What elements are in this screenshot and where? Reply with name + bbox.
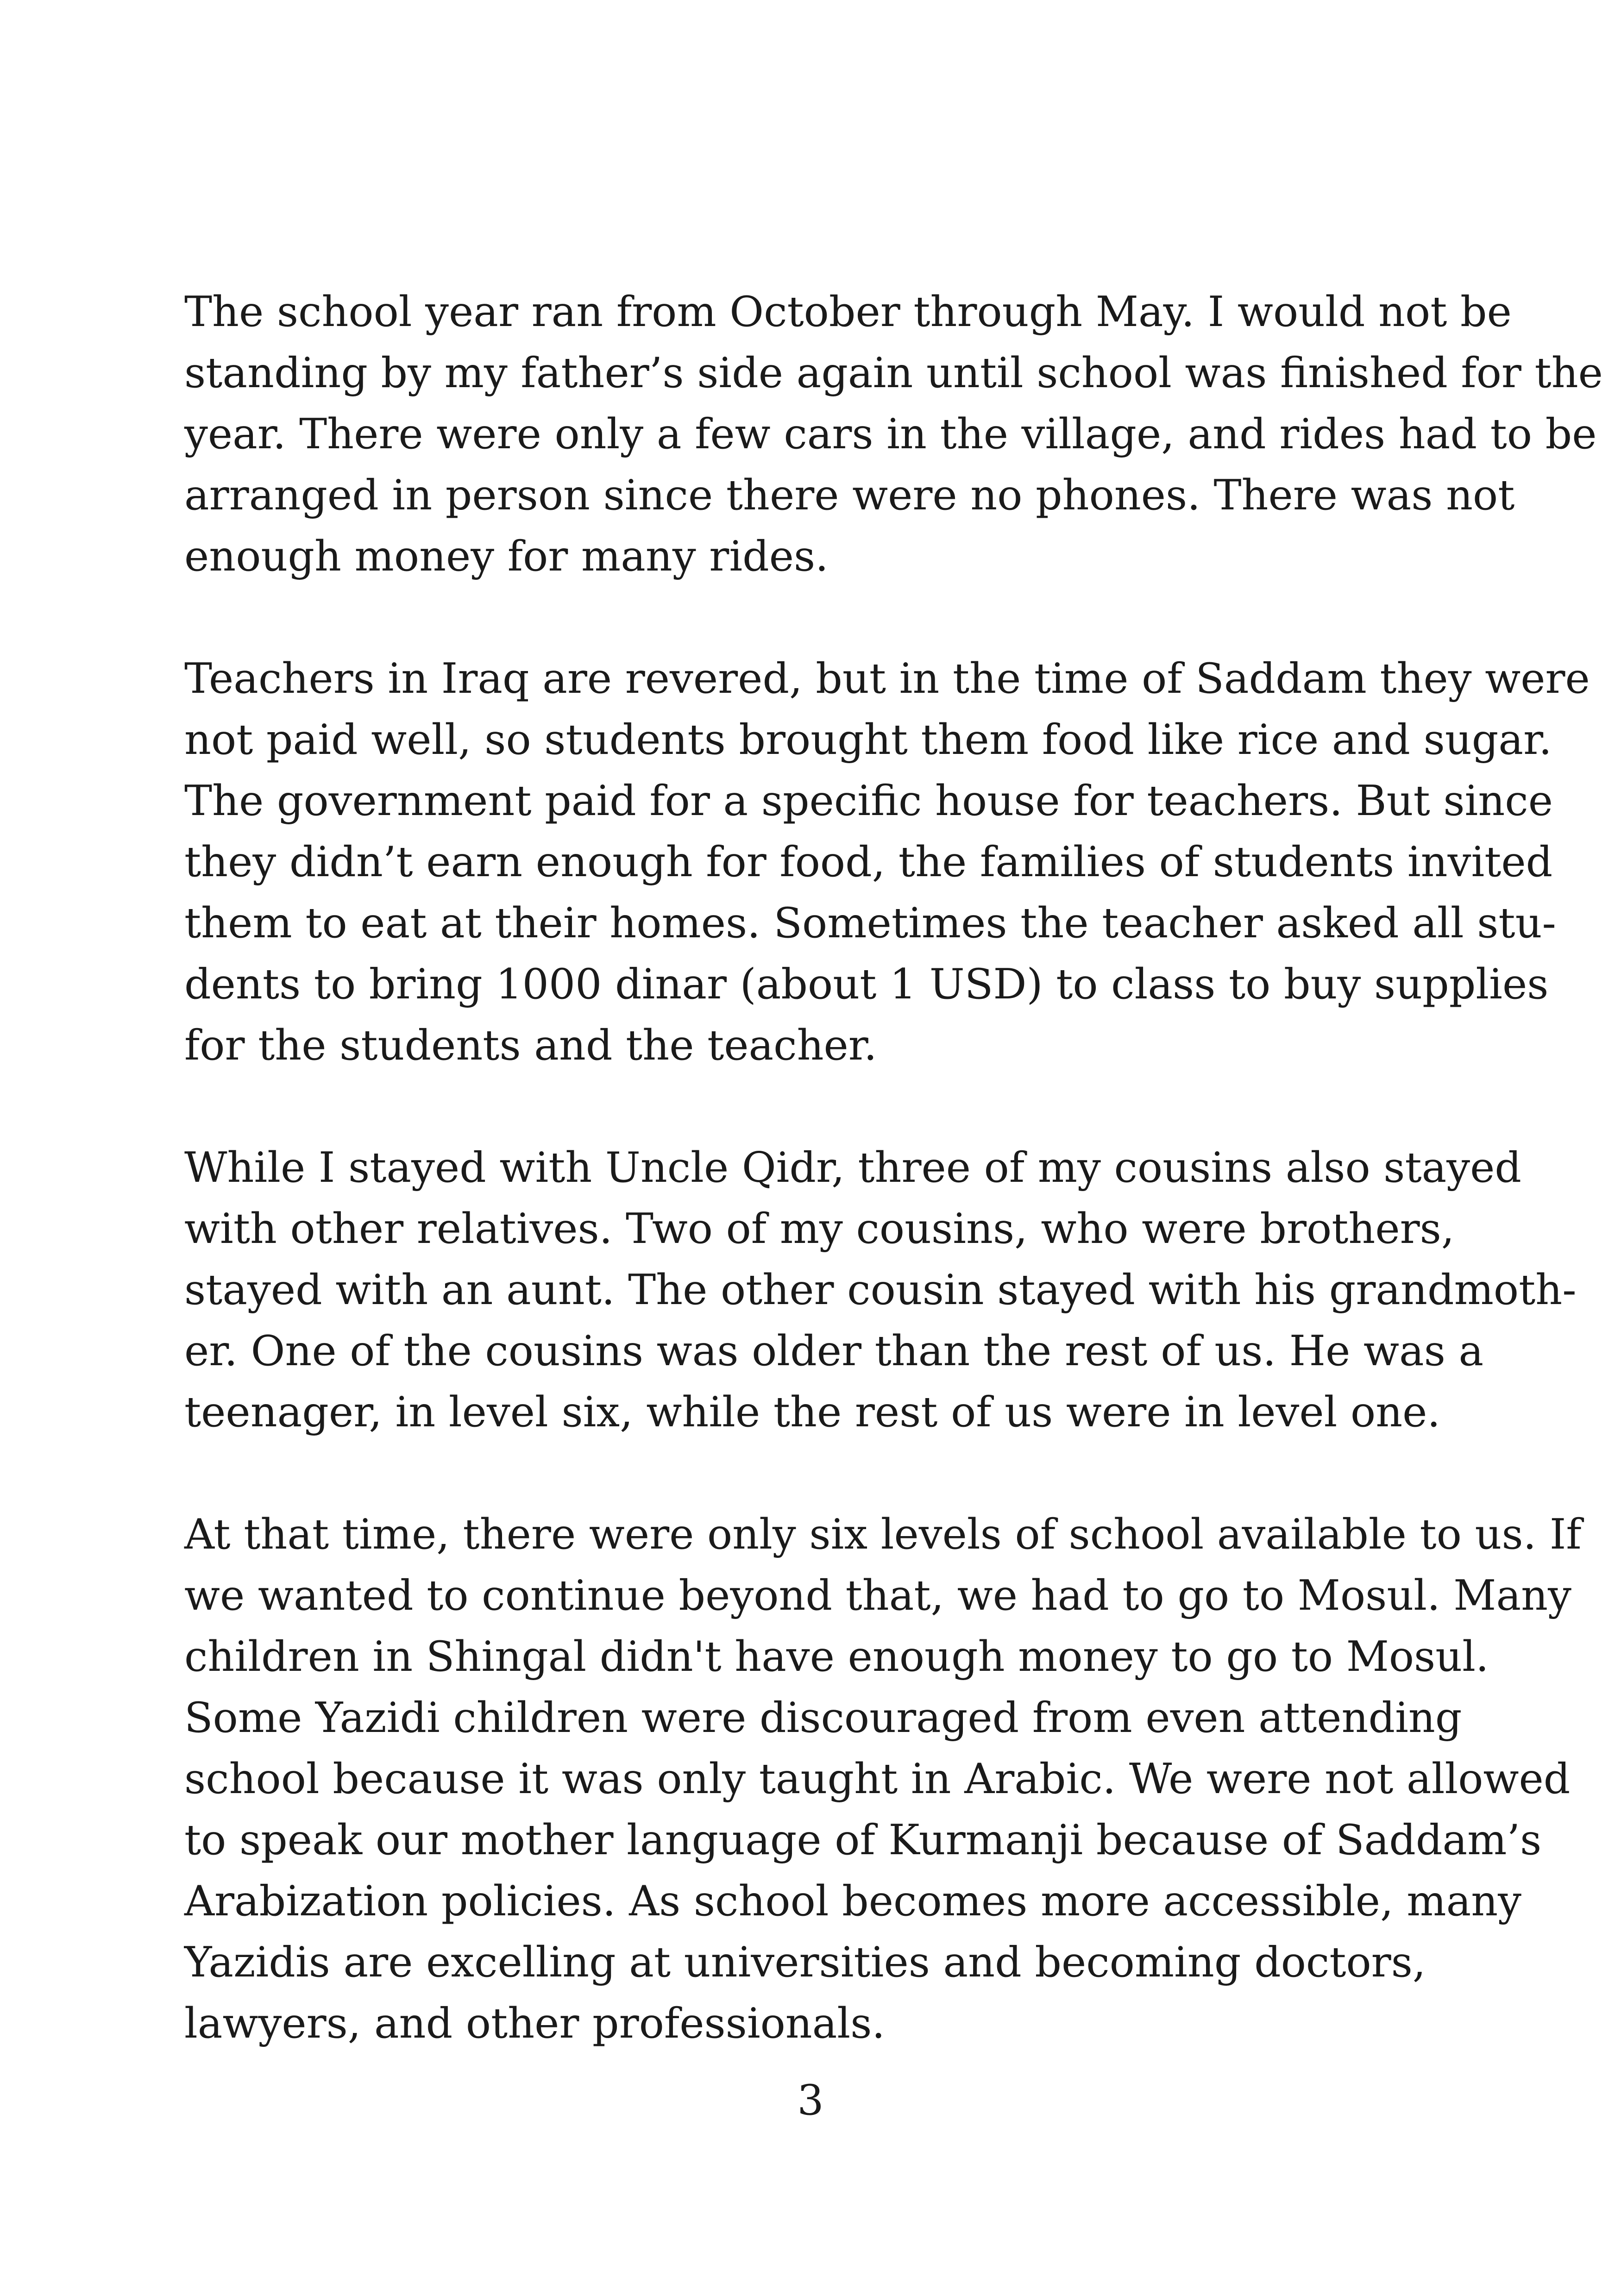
text-line: we wanted to continue beyond that, we had to go to Mosul. Many xyxy=(184,1571,1571,1620)
text-line: to speak our mother language of Kurmanji because of Saddam’s xyxy=(184,1816,1542,1864)
text-line: enough money for many rides. xyxy=(184,532,829,581)
paragraph xyxy=(184,282,1603,587)
text-line: children in Shingal didn't have enough money to go to Mosul. xyxy=(184,1632,1489,1681)
text-line: stayed with an aunt. The other cousin stayed with his grandmoth- xyxy=(184,1266,1577,1314)
text-line: The school year ran from October through May. I would not be xyxy=(184,288,1512,336)
paragraph xyxy=(184,1137,1577,1443)
text-line: Yazidis are excelling at universities and becoming doctors, xyxy=(184,1938,1426,1987)
text-line: school because it was only taught in Arabic. We were not allowed xyxy=(184,1755,1571,1803)
text-line: Teachers in Iraq are revered, but in the time of Saddam they were xyxy=(184,654,1590,703)
paragraph xyxy=(184,648,1590,1076)
text-line: teenager, in level six, while the rest of us were in level one. xyxy=(184,1388,1441,1437)
text-line: with other relatives. Two of my cousins, who were brothers, xyxy=(184,1204,1455,1253)
text-line: Arabization policies. As school becomes more accessible, many xyxy=(184,1877,1522,1926)
text-line: dents to bring 1000 dinar (about 1 USD) to class to buy supplies xyxy=(184,960,1549,1009)
text-line: year. There were only a few cars in the village, and rides had to be xyxy=(184,410,1597,458)
text-line: At that time, there were only six levels of school available to us. If xyxy=(184,1510,1582,1559)
text-line: arranged in person since there were no phones. There was not xyxy=(184,471,1515,520)
text-line: er. One of the cousins was older than the rest of us. He was a xyxy=(184,1327,1484,1375)
text-line: lawyers, and other professionals. xyxy=(184,1999,885,2048)
text-line: While I stayed with Uncle Qidr, three of my cousins also stayed xyxy=(184,1143,1521,1192)
text-line: standing by my father’s side again until school was finished for the xyxy=(184,349,1603,397)
page-number: 3 xyxy=(797,2076,824,2125)
text-line: for the students and the teacher. xyxy=(184,1021,877,1070)
text-line: not paid well, so students brought them food like rice and sugar. xyxy=(184,715,1552,764)
body-text xyxy=(184,282,1603,2054)
text-line: The government paid for a specific house for teachers. But since xyxy=(184,777,1553,825)
text-line: they didn’t earn enough for food, the families of students invited xyxy=(184,838,1553,886)
text-line: them to eat at their homes. Sometimes the teacher asked all stu- xyxy=(184,899,1556,947)
text-line: Some Yazidi children were discouraged from even attending xyxy=(184,1694,1462,1742)
paragraph xyxy=(184,1504,1582,2054)
